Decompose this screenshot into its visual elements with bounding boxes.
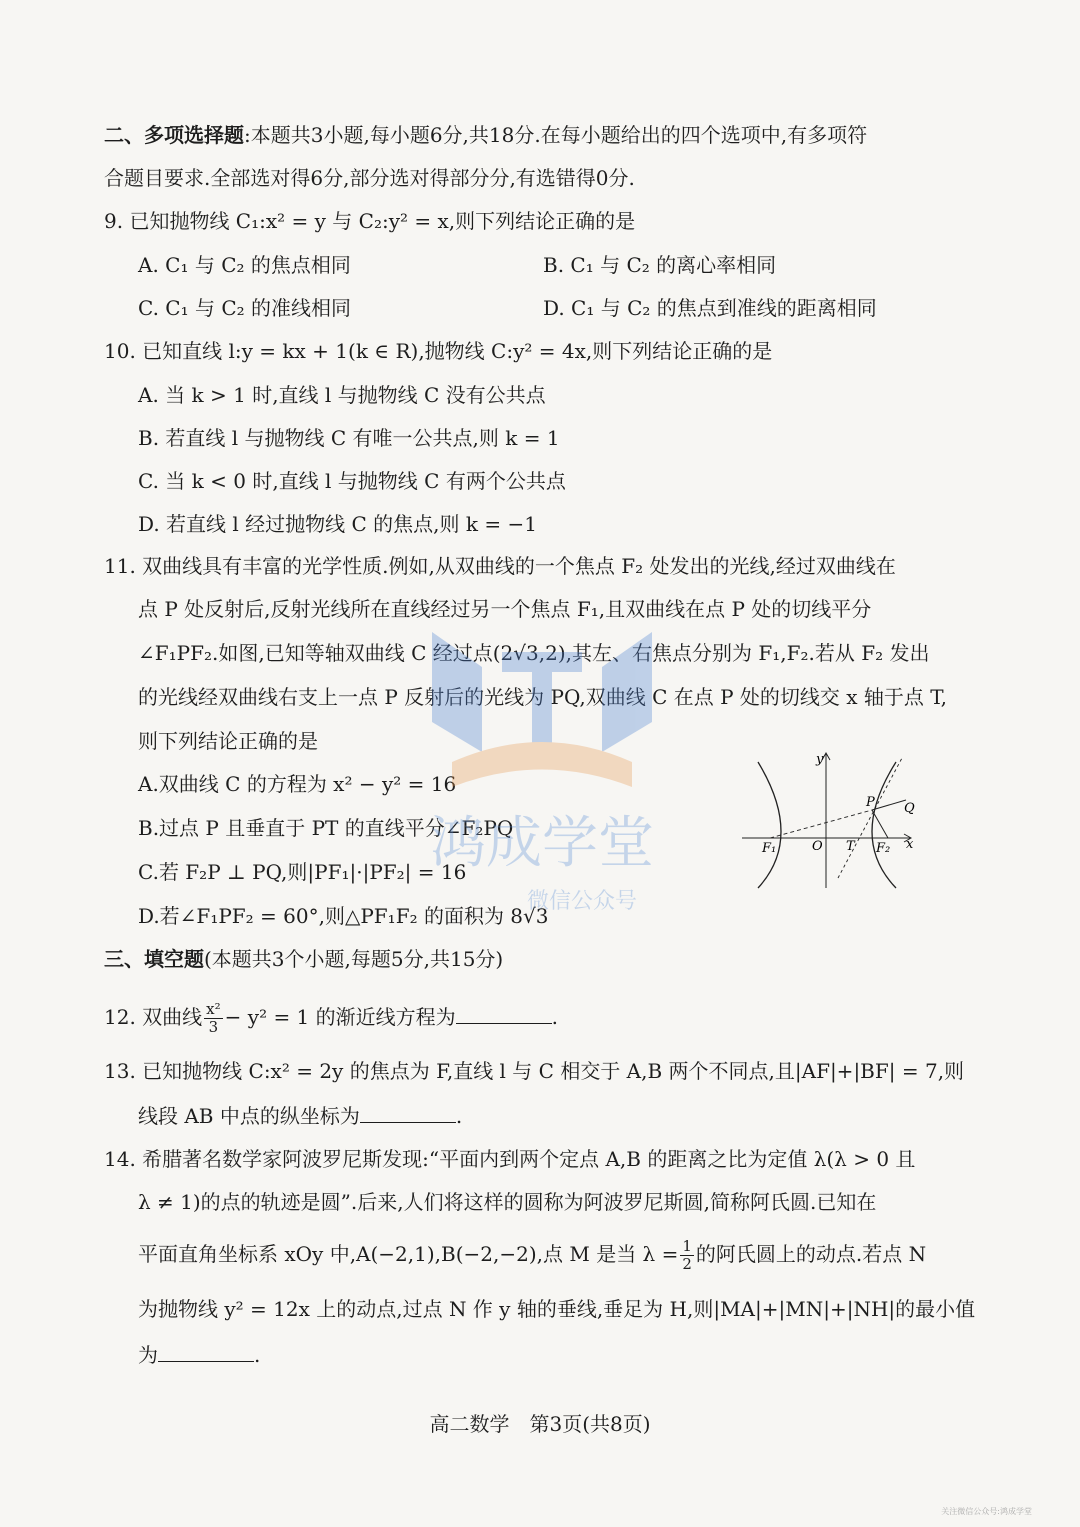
q10-option-b: B. 若直线 l 与抛物线 C 有唯一公共点,则 k = 1	[138, 426, 560, 450]
f1-p-line	[770, 810, 872, 838]
q10-option-d: D. 若直线 l 经过抛物线 C 的焦点,则 k = −1	[138, 512, 537, 536]
q10-stem: 10. 已知直线 l:y = kx + 1(k ∈ R),抛物线 C:y² = 4x,则下列结论正确的是	[104, 339, 773, 363]
label-x: x	[906, 837, 914, 852]
q10-option-a: A. 当 k > 1 时,直线 l 与抛物线 C 没有公共点	[138, 383, 546, 407]
label-p: P	[866, 795, 875, 810]
q12-answer-blank[interactable]	[456, 1005, 552, 1024]
hyperbola-left-branch	[758, 762, 781, 888]
section2-heading: 二、多项选择题	[104, 123, 244, 147]
label-f1: F₁	[762, 841, 777, 856]
q11-line5: 则下列结论正确的是	[138, 729, 318, 753]
q11-line4: 的光线经双曲线右支上一点 P 反射后的光线为 PQ,双曲线 C 在点 P 处的切线交 x 轴于点 T,	[138, 685, 948, 709]
label-t: T	[846, 839, 855, 854]
label-f2: F₂	[876, 841, 891, 856]
q11-option-d: D.若∠F₁PF₂ = 60°,则△PF₁F₂ 的面积为 8√3	[138, 904, 549, 928]
q14-fraction: $\frac{1}{2}$	[682, 1237, 692, 1273]
label-origin: O	[812, 839, 823, 854]
q9-option-d: D. C₁ 与 C₂ 的焦点到准线的距离相同	[543, 296, 877, 320]
label-q: Q	[904, 801, 915, 816]
section3-heading: 三、填空题	[104, 947, 204, 971]
watermark-brand: 鸿成学堂	[430, 811, 654, 876]
q14-line3: 平面直角坐标系 xOy 中,A(−2,1),B(−2,−2),点 M 是当 λ = $\frac{1}{2}$ 的阿氏圆上的动点.若点 N	[138, 1237, 927, 1273]
hyperbola-figure	[738, 748, 938, 892]
q11-option-a: A.双曲线 C 的方程为 x² − y² = 16	[138, 772, 457, 796]
q9-option-c: C. C₁ 与 C₂ 的准线相同	[138, 296, 352, 320]
watermark-sub: 微信公众号	[526, 889, 638, 914]
q13-line2: 线段 AB 中点的纵坐标为 .	[138, 1104, 463, 1128]
q11-line2: 点 P 处反射后,反射光线所在直线经过另一个焦点 F₁,且双曲线在点 P 处的切线平分	[138, 597, 872, 621]
label-y: y	[816, 752, 824, 767]
corner-note: 关注微信公众号:鸿成学堂	[941, 1507, 1032, 1516]
q9-option-b: B. C₁ 与 C₂ 的离心率相同	[543, 253, 777, 277]
q14-line4: 为抛物线 y² = 12x 上的动点,过点 N 作 y 轴的垂线,垂足为 H,则|MA|+|MN|+|NH|的最小值	[138, 1297, 976, 1321]
q9-option-a: A. C₁ 与 C₂ 的焦点相同	[138, 253, 351, 277]
q14-line1: 14. 希腊著名数学家阿波罗尼斯发现:“平面内到两个定点 A,B 的距离之比为定值 λ(λ > 0 且	[104, 1147, 916, 1171]
section2-intro-line1: 二、多项选择题:本题共3小题,每小题6分,共18分.在每小题给出的四个选项中,有多项符	[104, 123, 868, 147]
q14-line2: λ ≠ 1)的点的轨迹是圆”.后来,人们将这样的圆称为阿波罗尼斯圆,简称阿氏圆.已知在	[138, 1190, 877, 1214]
q9-stem: 9. 已知抛物线 C₁:x² = y 与 C₂:y² = x,则下列结论正确的是	[104, 209, 636, 233]
f2-p-ray	[872, 810, 888, 838]
hyperbola-right-branch	[872, 762, 896, 888]
q12: 12. 双曲线 $\frac{\text{x²}}{3}$ − y² = 1 的渐近线方程为 .	[104, 1000, 559, 1036]
q14-answer-blank[interactable]	[158, 1343, 254, 1362]
q13-answer-blank[interactable]	[360, 1104, 456, 1123]
q11-line3: ∠F₁PF₂.如图,已知等轴双曲线 C 经过点(2√3,2),其左、右焦点分别为 F₁,F₂.若从 F₂ 发出	[138, 641, 930, 665]
q13-line1: 13. 已知抛物线 C:x² = 2y 的焦点为 F,直线 l 与 C 相交于 A,B 两个不同点,且|AF|+|BF| = 7,则	[104, 1059, 965, 1083]
q11-option-c: C.若 F₂P ⊥ PQ,则|PF₁|·|PF₂| = 16	[138, 860, 467, 884]
q12-fraction: $\frac{\text{x²}}{3}$	[206, 1000, 221, 1036]
page-footer: 高二数学 第3页(共8页)	[429, 1412, 651, 1436]
section3-header: 三、填空题(本题共3个小题,每题5分,共15分)	[104, 947, 504, 971]
q11-line1: 11. 双曲线具有丰富的光学性质.例如,从双曲线的一个焦点 F₂ 处发出的光线,经过双曲线在	[104, 554, 896, 578]
q14-line5: 为 .	[138, 1343, 261, 1367]
section2-intro-line2: 合题目要求.全部选对得6分,部分选对得部分分,有选错得0分.	[104, 166, 635, 190]
q11-option-b: B.过点 P 且垂直于 PT 的直线平分∠F₂PQ	[138, 816, 514, 840]
q10-option-c: C. 当 k < 0 时,直线 l 与抛物线 C 有两个公共点	[138, 469, 566, 493]
tangent-line	[838, 758, 902, 878]
